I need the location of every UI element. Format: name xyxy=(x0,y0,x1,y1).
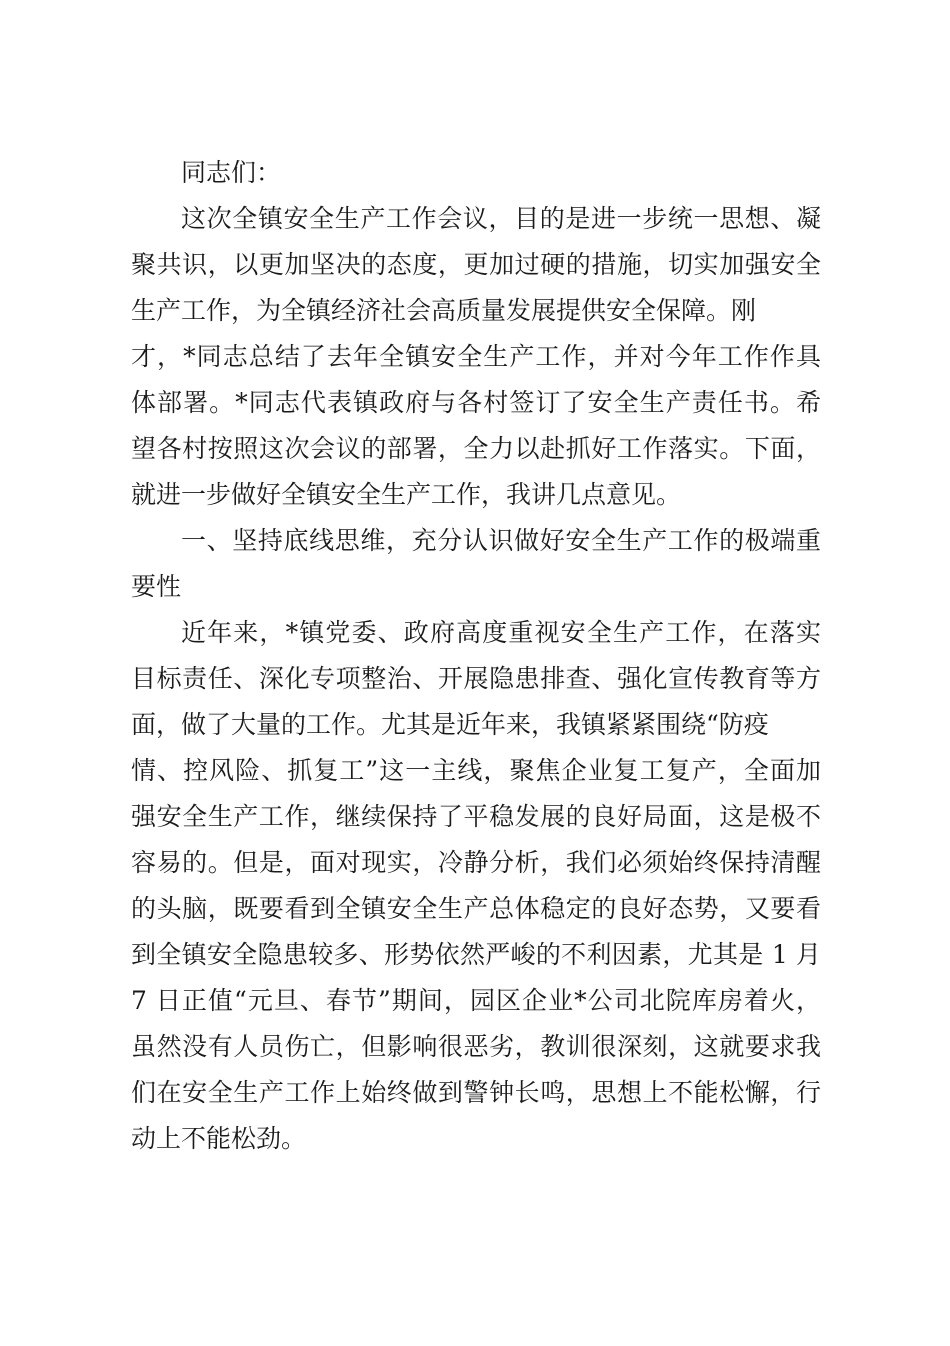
paragraph-line: 体部署。*同志代表镇政府与各村签订了安全生产责任书。希 xyxy=(131,388,821,417)
section-heading-line: 要性 xyxy=(131,572,182,601)
section-heading-line: 一、坚持底线思维，充分认识做好安全生产工作的极端重 xyxy=(181,526,821,555)
paragraph-line: 这次全镇安全生产工作会议，目的是进一步统一思想、凝 xyxy=(181,204,821,233)
paragraph-line: 生产工作，为全镇经济社会高质量发展提供安全保障。刚 xyxy=(131,296,757,325)
paragraph-line: 们在安全生产工作上始终做到警钟长鸣，思想上不能松懈，行 xyxy=(131,1078,821,1107)
document-body xyxy=(131,150,821,1162)
paragraph-line: 的头脑，既要看到全镇安全生产总体稳定的良好态势，又要看 xyxy=(131,894,821,923)
paragraph-line: 就进一步做好全镇安全生产工作，我讲几点意见。 xyxy=(131,480,682,509)
paragraph-line: 才，*同志总结了去年全镇安全生产工作，并对今年工作作具 xyxy=(131,342,821,371)
paragraph-line: 近年来，*镇党委、政府高度重视安全生产工作，在落实 xyxy=(181,618,821,647)
paragraph-line: 聚共识，以更加坚决的态度，更加过硬的措施，切实加强安全 xyxy=(131,250,821,279)
paragraph-line: 强安全生产工作，继续保持了平稳发展的良好局面，这是极不 xyxy=(131,802,821,831)
paragraph-line: 情、控风险、抓复工”这一主线，聚焦企业复工复产，全面加 xyxy=(131,756,821,785)
paragraph-line: 虽然没有人员伤亡，但影响很恶劣，教训很深刻，这就要求我 xyxy=(131,1032,821,1061)
paragraph-line: 到全镇安全隐患较多、形势依然严峻的不利因素，尤其是 1 月 xyxy=(131,940,821,969)
paragraph-line: 容易的。但是，面对现实，冷静分析，我们必须始终保持清醒 xyxy=(131,848,821,877)
salutation: 同志们： xyxy=(181,158,282,187)
paragraph-line: 7 日正值“元旦、春节”期间，园区企业*公司北院库房着火， xyxy=(131,986,821,1015)
paragraph-line: 目标责任、深化专项整治、开展隐患排查、强化宣传教育等方 xyxy=(131,664,821,693)
paragraph-line: 望各村按照这次会议的部署，全力以赴抓好工作落实。下面， xyxy=(131,434,821,463)
paragraph-line: 动上不能松劲。 xyxy=(131,1124,307,1153)
paragraph-line: 面，做了大量的工作。尤其是近年来，我镇紧紧围绕“防疫 xyxy=(131,710,769,739)
